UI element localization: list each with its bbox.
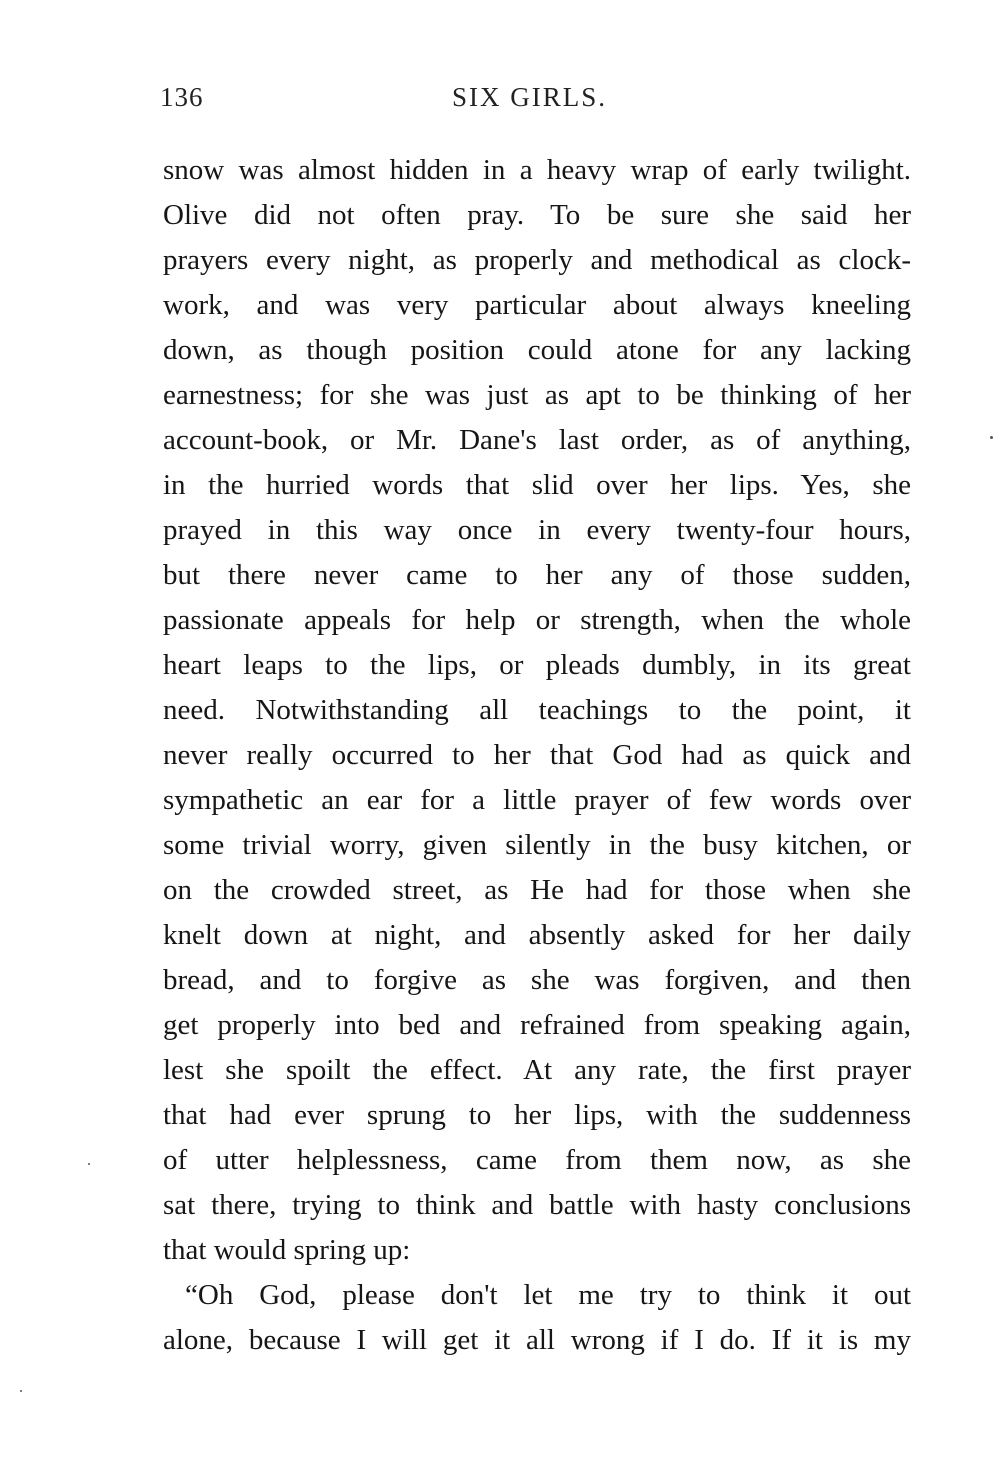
text-line: of utter helplessness, came from them now, as she [163, 1144, 911, 1176]
text-line: get properly into bed and refrained from speaking again, [163, 1009, 911, 1041]
page-number: 136 [160, 82, 204, 112]
text-line: but there never came to her any of those sudden, [163, 559, 911, 591]
text-line: down, as though position could atone for any lacking [163, 334, 911, 366]
text-line: that had ever sprung to her lips, with the suddenness [163, 1099, 911, 1131]
scan-speck [88, 1163, 90, 1165]
text-line: knelt down at night, and absently asked for her daily [163, 919, 911, 951]
text-line: need. Notwithstanding all teachings to the point, it [163, 694, 911, 726]
scan-speck [990, 436, 993, 439]
text-line: prayed in this way once in every twenty-four hours, [163, 514, 911, 546]
text-line: lest she spoilt the effect. At any rate, the first prayer [163, 1054, 911, 1086]
text-line: snow was almost hidden in a heavy wrap of early twilight. [163, 154, 911, 186]
text-line: Olive did not often pray. To be sure she said her [163, 199, 911, 231]
text-line: sympathetic an ear for a little prayer of few words over [163, 784, 911, 816]
text-line: account-book, or Mr. Dane's last order, as of anything, [163, 424, 911, 456]
text-line: work, and was very particular about always kneeling [163, 289, 911, 321]
text-line: passionate appeals for help or strength, when the whole [163, 604, 911, 636]
text-line: heart leaps to the lips, or pleads dumbly, in its great [163, 649, 911, 681]
text-line: earnestness; for she was just as apt to be thinking of her [163, 379, 911, 411]
scan-speck [20, 1390, 22, 1392]
text-line: in the hurried words that slid over her lips. Yes, she [163, 469, 911, 501]
text-line: on the crowded street, as He had for those when she [163, 874, 911, 906]
text-line: prayers every night, as properly and methodical as clock- [163, 244, 911, 276]
running-title: SIX GIRLS. [452, 82, 608, 112]
body-text [163, 148, 911, 1363]
text-line: some trivial worry, given silently in the busy kitchen, or [163, 829, 911, 861]
text-line: sat there, trying to think and battle with hasty conclusions [163, 1189, 911, 1221]
text-line: alone, because I will get it all wrong if I do. If it is my [163, 1324, 911, 1356]
text-line: “Oh God, please don't let me try to think it out [185, 1279, 911, 1311]
text-line: never really occurred to her that God had as quick and [163, 739, 911, 771]
text-line: that would spring up: [163, 1234, 411, 1266]
page-header [160, 82, 910, 122]
text-line: bread, and to forgive as she was forgiven, and then [163, 964, 911, 996]
